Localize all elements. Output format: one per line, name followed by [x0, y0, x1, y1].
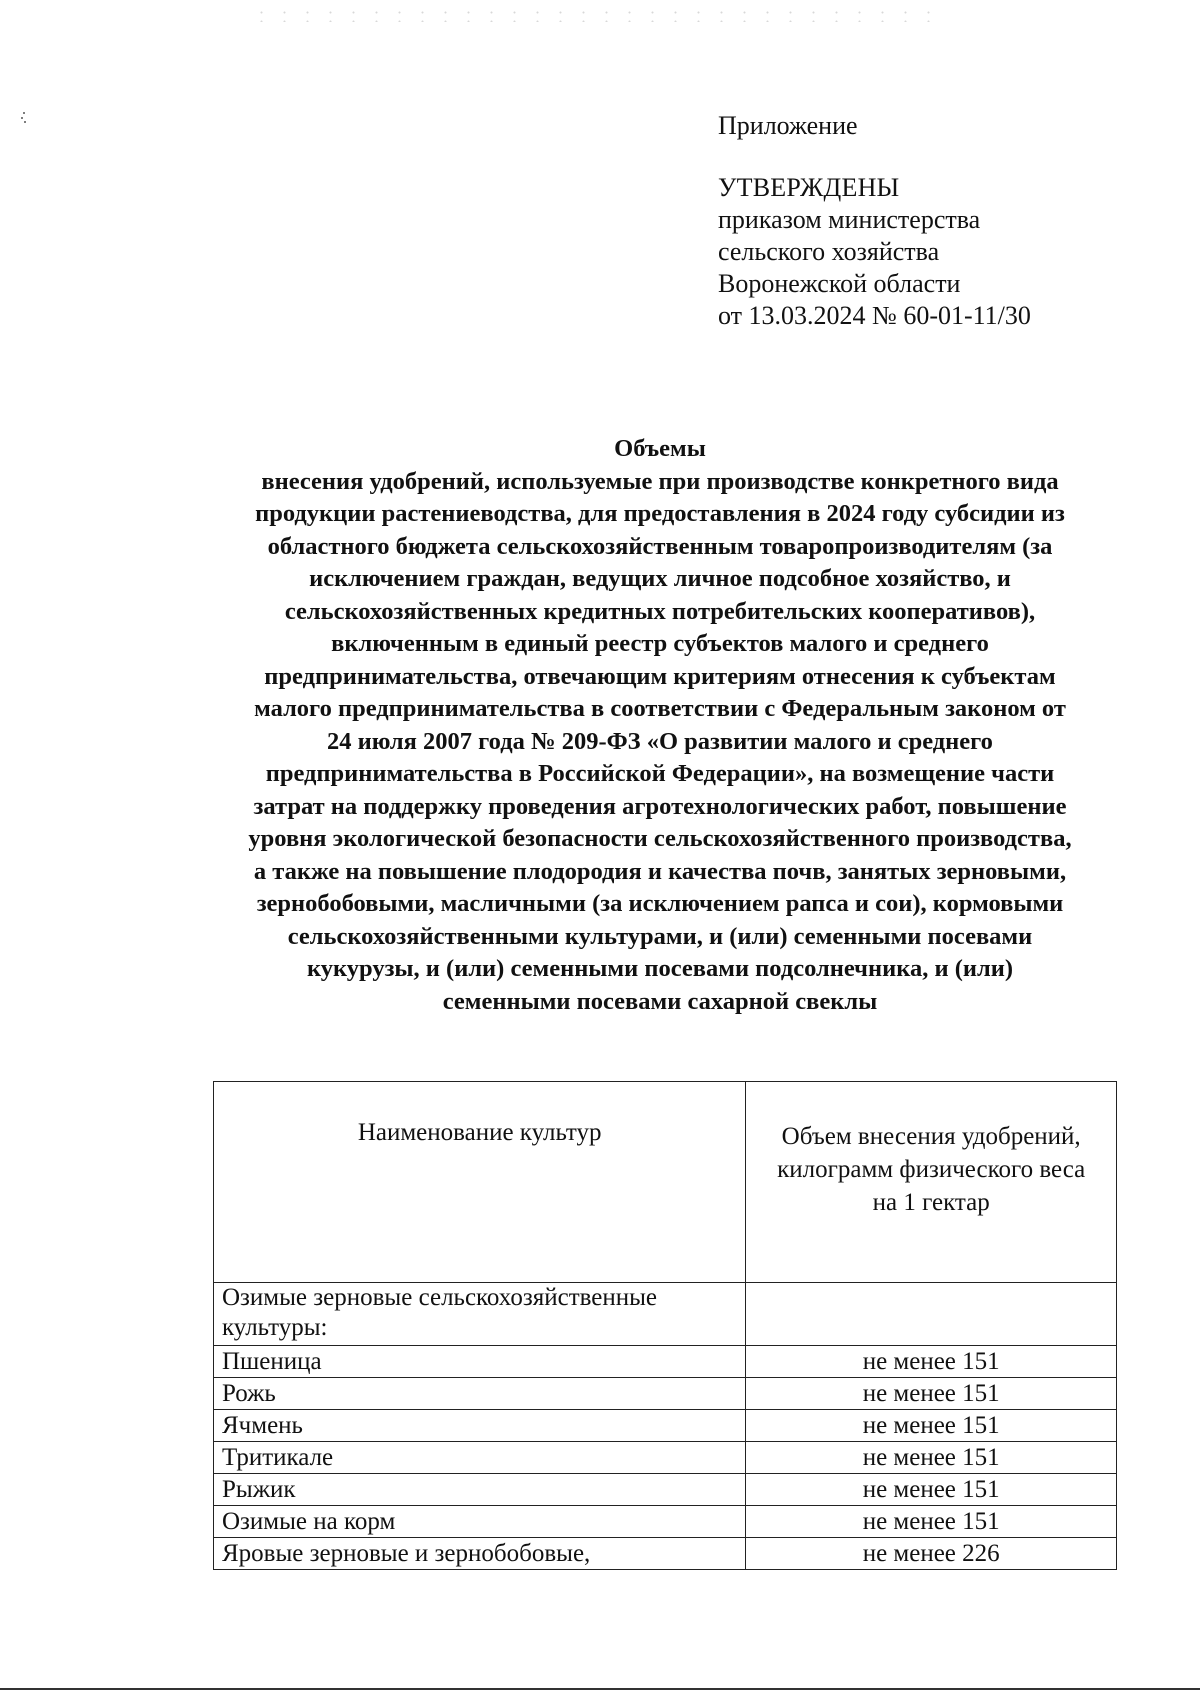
document-title: [170, 433, 1150, 1018]
table-row: [214, 1538, 1117, 1570]
title-line: уровня экологической безопасности сельскохозяйственного производства,: [248, 825, 1072, 852]
crop-volume: не менее 151: [746, 1474, 1117, 1506]
crop-name: Рыжик: [214, 1474, 746, 1506]
title-line: сельскохозяйственными культурами, и (или) семенными посевами: [287, 922, 1033, 950]
scan-speck: [20, 112, 26, 126]
group-label-line: культуры:: [222, 1314, 328, 1341]
title-line: внесения удобрений, используемые при производстве конкретного вида: [261, 467, 1059, 495]
header-volume-line: на 1 гектар: [872, 1189, 990, 1216]
approval-order-line: от 13.03.2024 № 60-01-11/30: [718, 301, 1031, 330]
title-line: а также на повышение плодородия и качества почв, занятых зерновыми,: [253, 857, 1067, 885]
crop-volume: не менее 151: [746, 1506, 1117, 1538]
title-line: предпринимательства, отвечающим критериям отнесения к субъектам: [264, 662, 1056, 690]
approval-line: сельского хозяйства: [718, 237, 940, 266]
title-line: областного бюджета сельскохозяйственным товаропроизводителям (за: [267, 532, 1053, 560]
fertilizer-volumes-table: [213, 1081, 1117, 1570]
title-line: семенными посевами сахарной свеклы: [442, 987, 878, 1015]
table-header-row: [214, 1082, 1117, 1283]
approval-block: [718, 110, 1031, 332]
crop-volume: не менее 151: [746, 1378, 1117, 1410]
crop-volume: не менее 226: [746, 1538, 1117, 1570]
crop-name: Яровые зерновые и зернобобовые,: [214, 1538, 746, 1570]
table-row: [214, 1506, 1117, 1538]
table-row: [214, 1442, 1117, 1474]
group-value: [746, 1283, 1117, 1346]
crop-volume: не менее 151: [746, 1410, 1117, 1442]
table-row: [214, 1378, 1117, 1410]
title-line: продукции растениеводства, для предоставления в 2024 году субсидии из: [255, 500, 1065, 527]
title-line: предпринимательства в Российской Федерации», на возмещение части: [265, 760, 1055, 787]
table-row: [214, 1410, 1117, 1442]
title-line: малого предпринимательства в соответствии с Федеральным законом от: [254, 695, 1066, 722]
page-bottom-edge: [0, 1688, 1200, 1690]
crop-name: Пшеница: [214, 1346, 746, 1378]
appendix-label: Приложение: [718, 111, 858, 140]
title-line: сельскохозяйственных кредитных потребительских кооперативов),: [284, 597, 1036, 625]
title-line: исключением граждан, ведущих личное подсобное хозяйство, и: [309, 565, 1011, 592]
table-row-group: [214, 1283, 1117, 1346]
approval-line: Воронежской области: [718, 269, 961, 298]
table-row: [214, 1346, 1117, 1378]
crop-name: Тритикале: [214, 1442, 746, 1474]
crop-volume: не менее 151: [746, 1442, 1117, 1474]
title-line: включенным в единый реестр субъектов малого и среднего: [331, 630, 989, 657]
title-line: кукурузы, и (или) семенными посевами подсолнечника, и (или): [306, 955, 1013, 982]
group-label-line: Озимые зерновые сельскохозяйственные: [222, 1284, 658, 1311]
title-line: затрат на поддержку проведения агротехнологических работ, повышение: [253, 792, 1067, 820]
title-line: 24 июля 2007 года № 209-ФЗ «О развитии малого и среднего: [327, 727, 993, 755]
title-line: зернобобовыми, масличными (за исключением рапса и сои), кормовыми: [256, 890, 1064, 917]
header-volume: [746, 1082, 1117, 1283]
title-heading: Объемы: [614, 435, 706, 462]
crop-name: Ячмень: [214, 1410, 746, 1442]
crop-volume: не менее 151: [746, 1346, 1117, 1378]
scan-noise: [250, 8, 950, 22]
approval-line: приказом министерства: [718, 205, 981, 234]
header-crop-name: Наименование культур: [214, 1082, 746, 1283]
table-row: [214, 1474, 1117, 1506]
group-label: [214, 1283, 746, 1346]
crop-name: Рожь: [214, 1378, 746, 1410]
header-volume-line: Объем внесения удобрений,: [781, 1123, 1081, 1150]
crop-name: Озимые на корм: [214, 1506, 746, 1538]
header-volume-line: килограмм физического веса: [777, 1156, 1086, 1183]
approved-label: УТВЕРЖДЕНЫ: [718, 173, 900, 202]
